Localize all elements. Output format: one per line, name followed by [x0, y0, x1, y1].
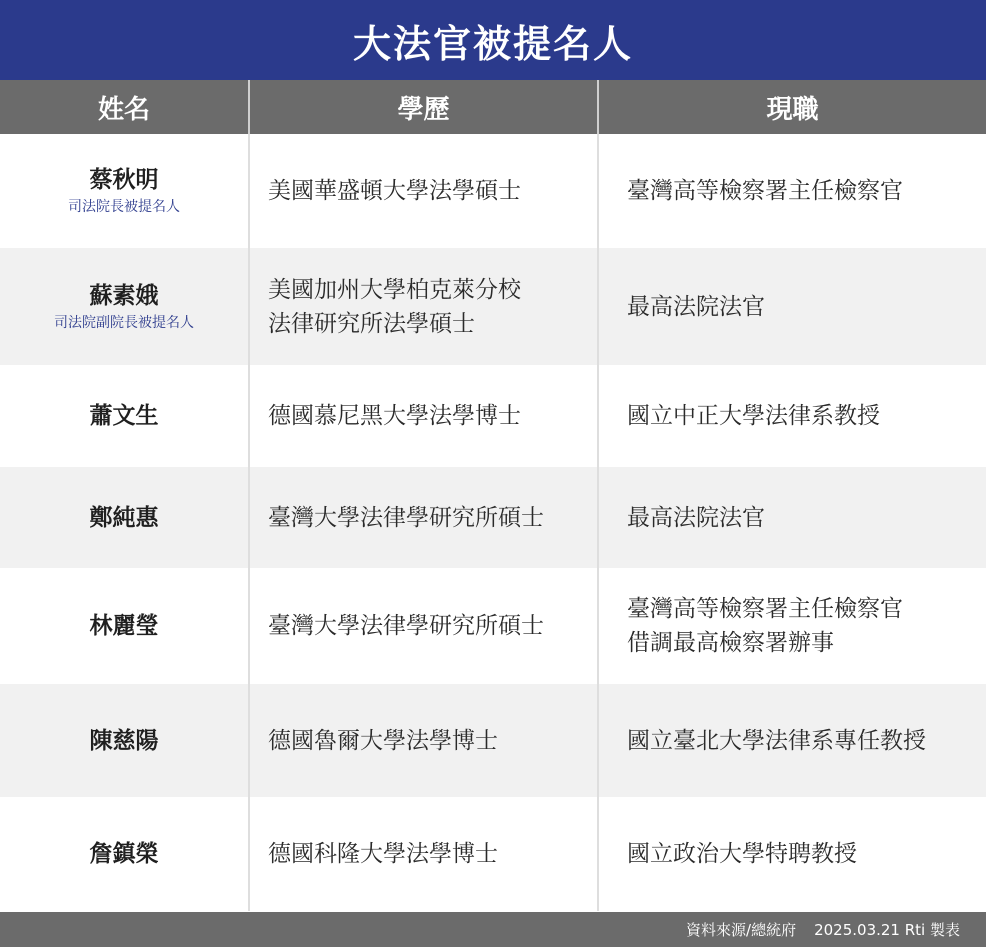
name-cell — [0, 467, 248, 568]
title-bar — [0, 0, 986, 80]
position-line: 借調最高檢察署辦事 — [627, 630, 834, 656]
position-cell — [597, 797, 986, 911]
education-cell — [248, 134, 597, 248]
education-cell — [248, 365, 597, 467]
nominee-name: 詹鎮榮 — [89, 841, 159, 867]
education-line: 臺灣大學法律學研究所碩士 — [268, 613, 544, 639]
footer — [0, 912, 986, 947]
name-cell — [0, 365, 248, 467]
education-cell — [248, 568, 597, 684]
name-cell — [0, 134, 248, 248]
nominee-note: 司法院長被提名人 — [68, 199, 180, 215]
position-cell — [597, 467, 986, 568]
position-cell — [597, 365, 986, 467]
header-education: 學歷 — [248, 80, 597, 134]
education-line: 德國魯爾大學法學博士 — [268, 727, 498, 754]
table-row — [0, 248, 986, 365]
name-cell — [0, 684, 248, 797]
position-line: 臺灣高等檢察署主任檢察官 — [627, 178, 903, 204]
table-header — [0, 80, 986, 134]
footer-source: 資料來源/總統府 — [686, 921, 797, 939]
position-line: 國立政治大學特聘教授 — [627, 841, 857, 867]
position-line: 國立臺北大學法律系專任教授 — [627, 727, 926, 754]
table-row — [0, 134, 986, 248]
position-line: 最高法院法官 — [627, 504, 765, 531]
position-line: 臺灣高等檢察署主任檢察官 — [627, 596, 903, 622]
education-line: 美國華盛頓大學法學碩士 — [268, 178, 521, 204]
table-row — [0, 467, 986, 568]
nominee-name: 林麗瑩 — [89, 613, 159, 639]
position-cell — [597, 684, 986, 797]
nominee-name: 蕭文生 — [89, 403, 159, 429]
nominee-name: 鄭純惠 — [89, 504, 159, 531]
position-line: 國立中正大學法律系教授 — [627, 403, 880, 429]
name-cell — [0, 568, 248, 684]
nominee-name: 陳慈陽 — [89, 727, 159, 754]
table-row — [0, 797, 986, 911]
education-line: 臺灣大學法律學研究所碩士 — [268, 504, 544, 531]
education-line: 德國慕尼黑大學法學博士 — [268, 403, 521, 429]
header-name: 姓名 — [97, 94, 150, 125]
position-cell — [597, 568, 986, 684]
education-cell — [248, 684, 597, 797]
position-cell — [597, 248, 986, 365]
position-cell — [597, 134, 986, 248]
table-row — [0, 365, 986, 467]
education-line: 法律研究所法學碩士 — [268, 310, 475, 337]
nominee-name: 蘇素娥 — [89, 282, 159, 309]
education-cell — [248, 467, 597, 568]
header-position: 現職 — [597, 80, 986, 134]
nominee-name: 蔡秋明 — [89, 167, 159, 193]
table-row — [0, 684, 986, 797]
name-cell — [0, 248, 248, 365]
education-cell — [248, 248, 597, 365]
table-body — [0, 134, 986, 911]
position-line: 最高法院法官 — [627, 293, 765, 320]
nominee-note: 司法院副院長被提名人 — [54, 314, 194, 331]
education-line: 德國科隆大學法學博士 — [268, 841, 498, 867]
footer-credit: 2025.03.21 Rti 製表 — [814, 921, 960, 939]
education-line: 美國加州大學柏克萊分校 — [268, 276, 521, 303]
education-cell — [248, 797, 597, 911]
page-title: 大法官被提名人 — [352, 21, 633, 66]
table-row — [0, 568, 986, 684]
name-cell — [0, 797, 248, 911]
